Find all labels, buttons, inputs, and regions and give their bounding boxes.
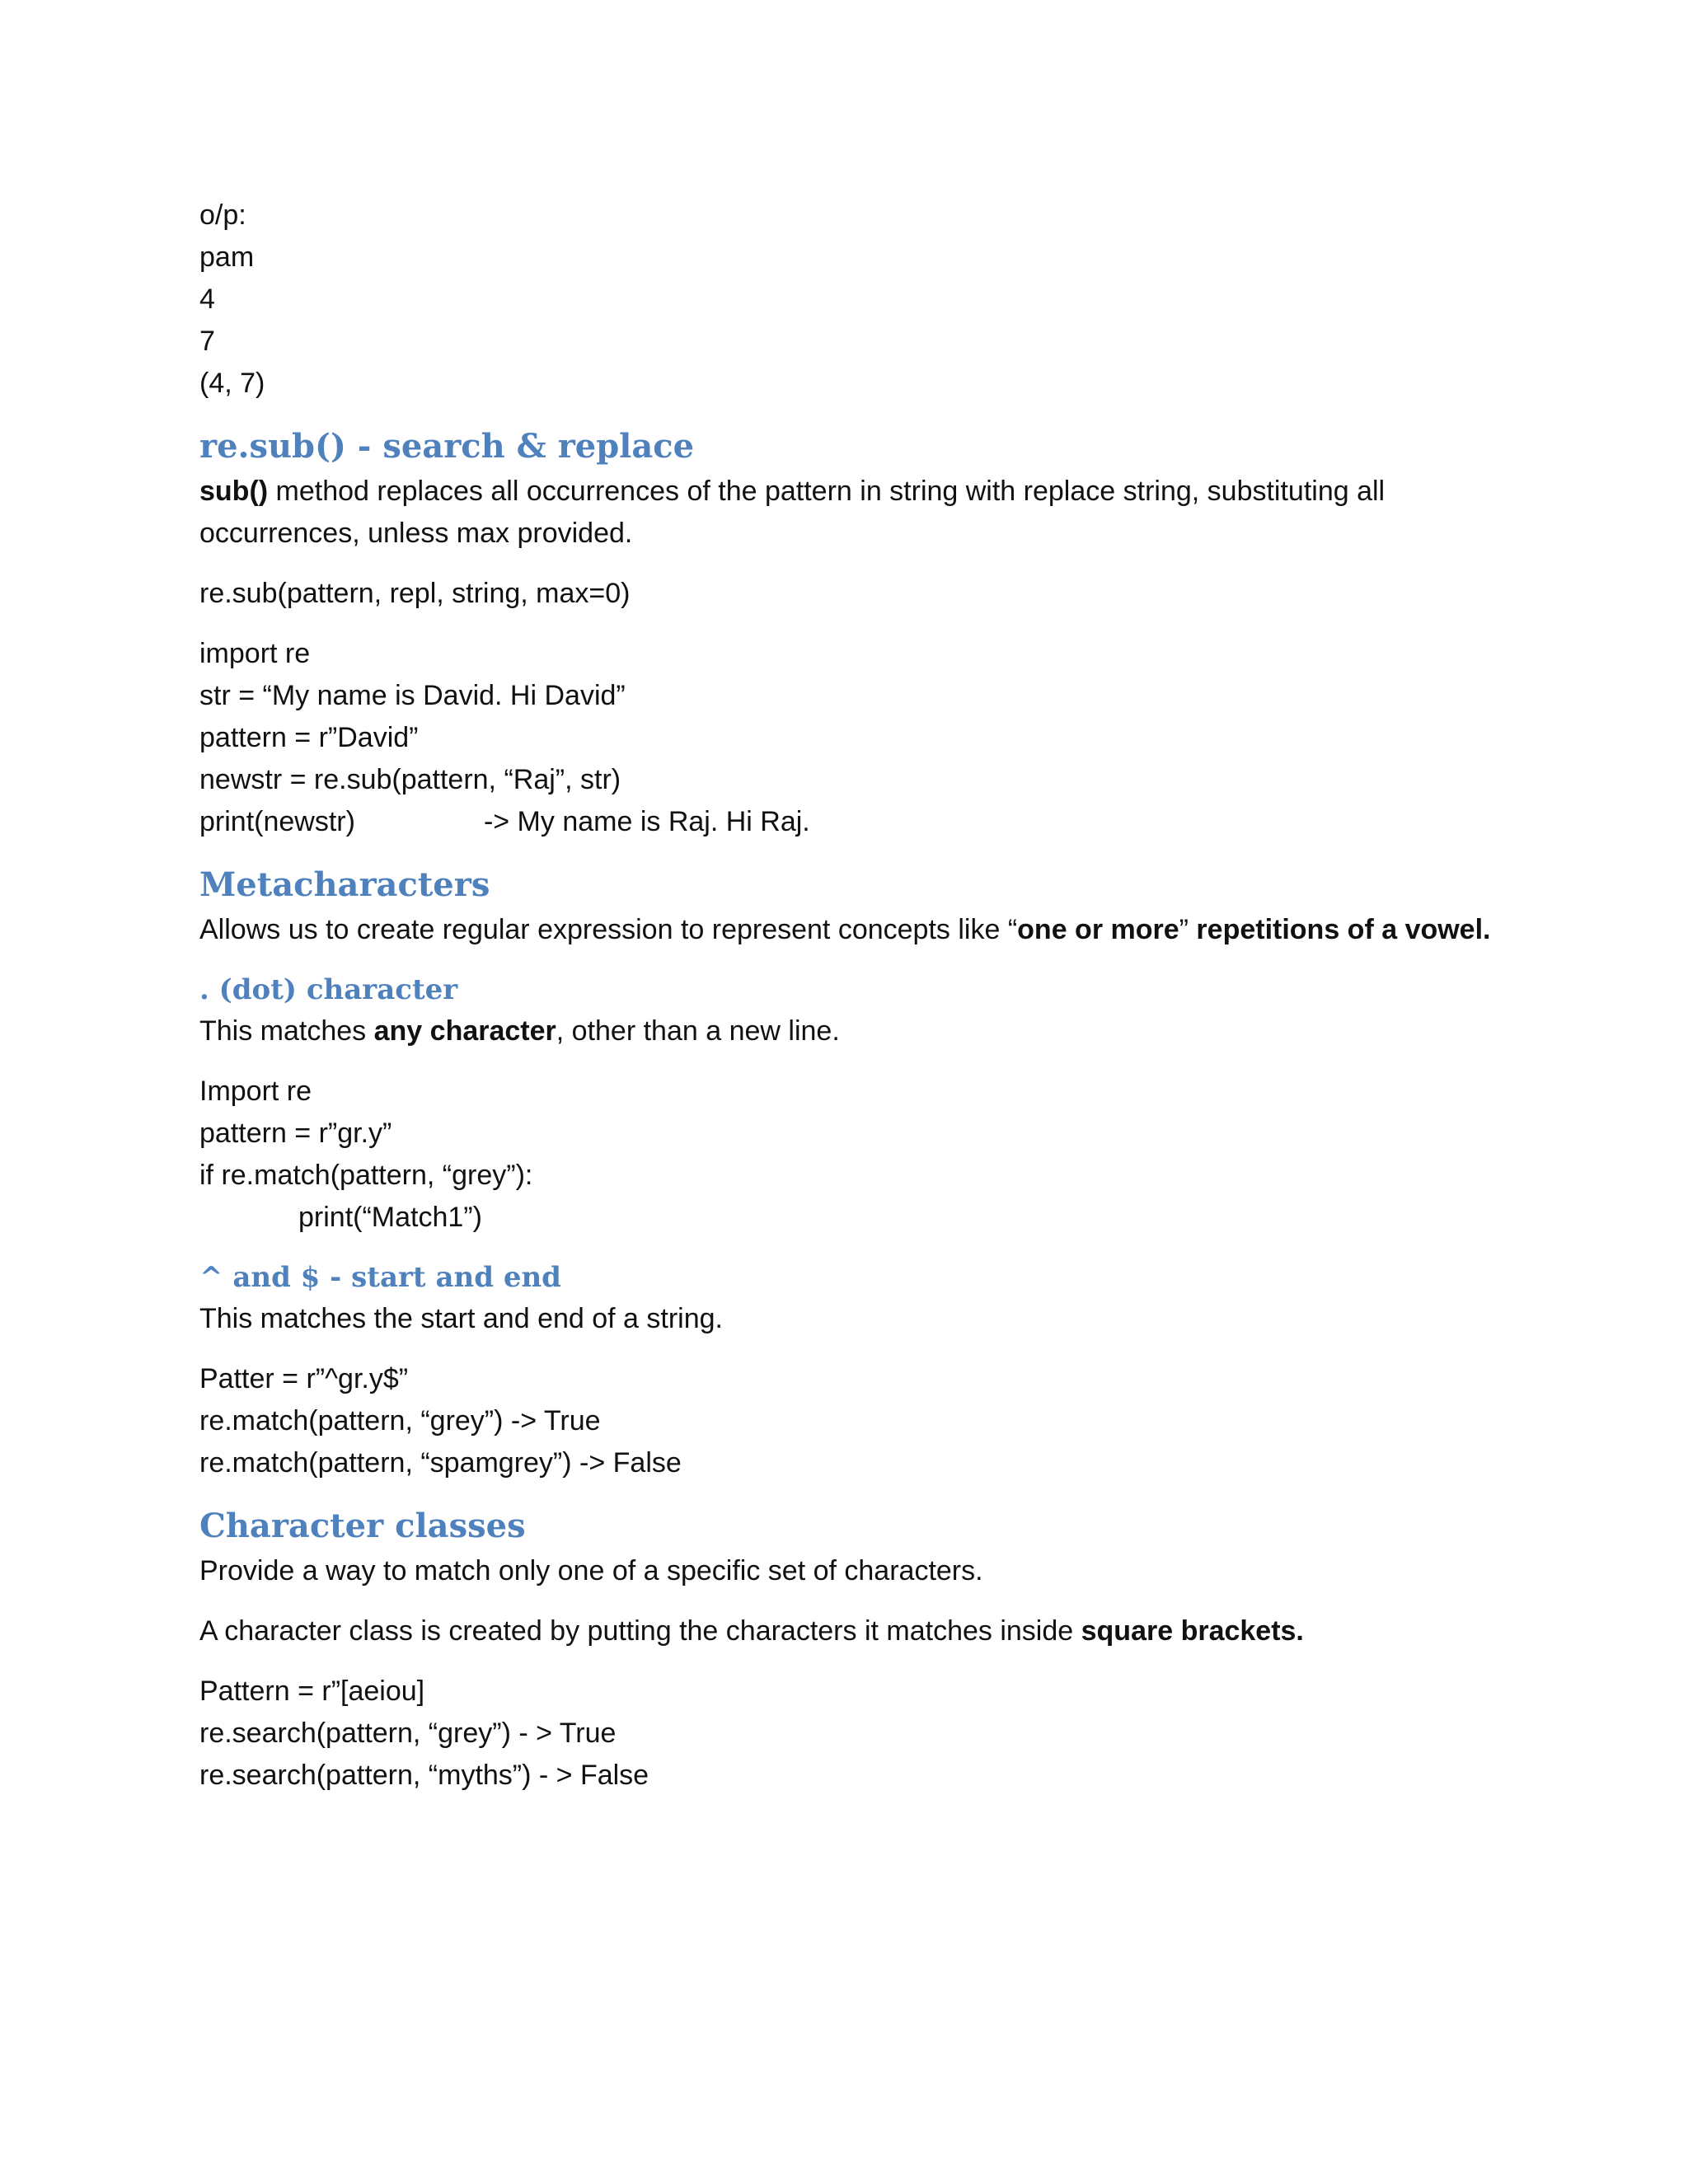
meta-description: Allows us to create regular expression to represent concepts like “one or more” repetitions of a vowel. — [199, 914, 1491, 945]
code-line: Patter = r”^gr.y$” — [199, 1363, 409, 1394]
code-line: pattern = r”David” — [199, 722, 419, 753]
class-description-2: A character class is created by putting the characters it matches inside square brackets. — [199, 1615, 1304, 1647]
sub-signature: re.sub(pattern, repl, string, max=0) — [199, 578, 631, 609]
dot-description: This matches any character, other than a new line. — [199, 1015, 840, 1047]
dot-bold-any-character: any character — [373, 1015, 556, 1047]
document-content — [199, 194, 1518, 1797]
code-line: pattern = r”gr.y” — [199, 1118, 392, 1149]
code-line: newstr = re.sub(pattern, “Raj”, str) — [199, 764, 621, 795]
meta-bold-one-or-more: one or more — [1017, 914, 1179, 945]
code-line: Import re — [199, 1076, 312, 1107]
code-line: if re.match(pattern, “grey”): — [199, 1160, 533, 1191]
heading-metacharacters: Metacharacters — [199, 865, 490, 904]
code-line: re.match(pattern, “spamgrey”) -> False — [199, 1447, 682, 1479]
meta-bold-repetitions: repetitions of a vowel. — [1196, 914, 1491, 945]
heading-dot-character: . (dot) character — [199, 973, 458, 1006]
code-line-with-result — [199, 801, 1518, 843]
sub-description-line-1 — [199, 471, 1518, 513]
sub-description-line-2: occurrences, unless max provided. — [199, 518, 633, 549]
class-description: Provide a way to match only one of a specific set of characters. — [199, 1555, 983, 1586]
output-label: o/p: — [199, 199, 246, 231]
heading-character-classes: Character classes — [199, 1507, 526, 1545]
sub-description-text: method replaces all occurrences of the pattern in string with replace string, substituting all — [268, 476, 1386, 507]
result-note: -> My name is Raj. Hi Raj. — [483, 806, 810, 837]
output-line: (4, 7) — [199, 368, 265, 399]
code-line: str = “My name is David. Hi David” — [199, 680, 626, 711]
output-line: 4 — [199, 284, 215, 315]
code-line-indented: print(“Match1”) — [298, 1202, 482, 1233]
code-line: re.search(pattern, “grey”) - > True — [199, 1718, 617, 1749]
code-line: re.match(pattern, “grey”) -> True — [199, 1405, 601, 1436]
sub-keyword: sub() — [199, 476, 269, 507]
heading-start-end: ^ and $ - start and end — [199, 1261, 561, 1294]
output-line: 7 — [199, 326, 215, 357]
anchor-description: This matches the start and end of a string. — [199, 1303, 723, 1334]
code-line: import re — [199, 638, 311, 669]
class-bold-square-brackets: square brackets. — [1081, 1615, 1304, 1647]
code-line: Pattern = r”[aeiou] — [199, 1675, 425, 1707]
code-print: print(newstr) — [199, 806, 355, 837]
output-line: pam — [199, 241, 255, 273]
heading-re-sub: re.sub() - search & replace — [199, 427, 695, 466]
code-line: re.search(pattern, “myths”) - > False — [199, 1760, 649, 1791]
